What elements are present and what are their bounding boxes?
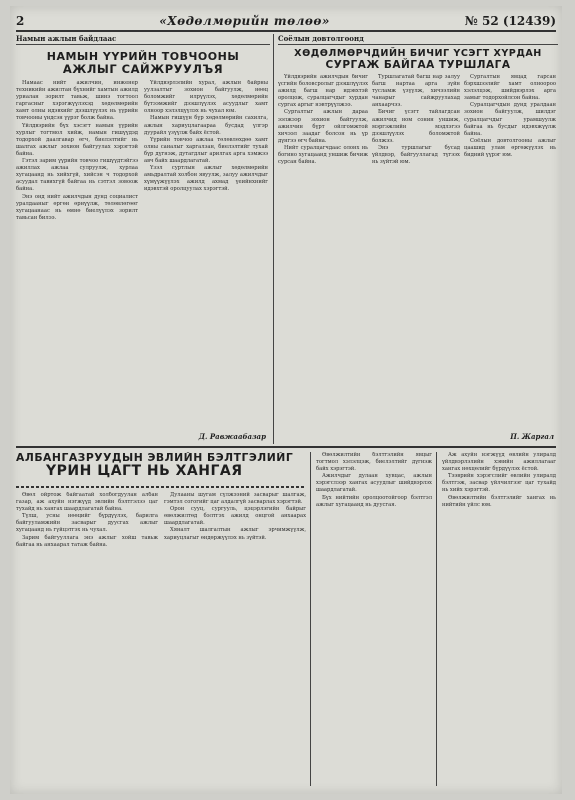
article-literacy (278, 34, 558, 444)
headline-line-1: ХӨДӨЛМӨРЧДИЙН БИЧИГ ҮСЭГТ ХҮРДАН (294, 48, 542, 59)
paragraph: Бүх нийтийн оролцоотойгоор бэлтгэл ажлыг хугацаанд нь дуусгая. (316, 494, 432, 508)
article-column-1 (16, 492, 158, 786)
paragraph: Соёлын довтолгооны ажлыг цаашид улам өргөжүүлэх нь бидний үүрэг юм. (464, 137, 556, 159)
paragraph: Аж ахуйн нэгжүүд өвлийн улиралд үйлдвэрлэлийн хэвийн ажиллагааг хангах нөхцөлийг бүрдүүлэх ёстой. (442, 452, 556, 473)
paragraph: Үүрийн товчоо ажлаа төлөвлөхдөө хамт олны саналыг харгалзан, биелэлтийг тухай бүр дүгнэж, дутагдлыг арилгах арга хэмжээ авч байх шаардлагатай. (144, 136, 268, 165)
paragraph: Орон сууц, сургууль, цэцэрлэгийн байрыг өвөлжилтөд бэлтгэх ажилд онцгой анхаарах шаардлагатай. (164, 506, 306, 527)
paragraph: Үйлдвэрийн ажилчдын бичиг үсгийн боловсролыг дээшлүүлэх ажилд багш нар идэвхтэй оролцож, суралцагчдыг хурдан сургах аргыг нэвтрүүлжээ. (278, 74, 368, 109)
paragraph: Гэтэл зарим үүрийн товчоо гишүүдтэйгээ ажиллах ажлаа сулруулж, хурлаа хугацаанд нь хийхгүй, хийсэн ч тодорхой асуудал тавихгүй байгаа нь сэтгэл зовоож байна. (16, 158, 138, 193)
article-headline (278, 49, 558, 71)
paragraph: Суралцагчдын дунд уралдаан зохион байгуулж, шилдэг суралцагчдыг урамшуулж байгаа нь бусдыг идэвхжүүлж байна. (464, 102, 556, 137)
section-divider (16, 446, 556, 448)
article-column-2 (144, 80, 268, 426)
paragraph: Энэ онд нийт ажилчдын дунд социалист уралдааныг өргөн өрнүүлж, төлөвлөгөөг хугацаанаас нь өмнө биелүүлэх зорилт тавьсан билээ. (16, 193, 138, 221)
paragraph: Сургалтыг ажлын дараа ээлжээр зохион байгуулж, ажилчин бүрт ойлгомжтой хичээл заадаг болсон нь үр дүнгээ өгч байна. (278, 109, 368, 144)
article-rubric: Намын ажлын байдлаас (16, 34, 270, 45)
issue-number: № 52 (12439) (464, 14, 556, 28)
newspaper-title: «Хөдөлмөрийн төлөө» (159, 14, 330, 28)
article-author: П. Жаргал (510, 432, 554, 441)
paragraph: Бичиг үсэгт тайлагдсан ажилчид ном сонин уншиж, мэргэжлийн мэдлэгээ дээшлүүлэх боломжтой болжээ. (372, 109, 460, 144)
article-column-3 (464, 74, 556, 430)
page-number: 2 (16, 14, 25, 28)
article-column-3 (316, 452, 432, 786)
paragraph: Тээврийн хэрэгслийг өвлийн улиралд бэлтгэж, засвар үйлчилгээг цаг тухайд нь хийх хэрэгтэй. (442, 473, 556, 494)
paragraph: Үзэл суртлын ажлыг хөдөлмөрийн амьдралтай холбон явуулж, залуу ажилчдыг хүмүүжүүлэх ажилд ахмад үеийнхнийг идэвхтэй оролцуулах хэрэгтэй. (144, 165, 268, 193)
article-headline (16, 51, 270, 76)
article-column-1 (278, 74, 368, 440)
column-divider (273, 34, 274, 444)
paragraph: Намын гишүүн бүр хөдөлмөрийн сахилга, ажлын хариуцлагаараа бусдад үлгэр дуурайл үзүүлж байх ёстой. (144, 115, 268, 136)
article-column-4 (442, 452, 556, 786)
paragraph: Нийт суралцагчдаас олонх нь богино хугацаанд уншиж бичиж сурсан байна. (278, 144, 368, 166)
article-headline (16, 452, 306, 479)
paragraph: Өвөлжилтийн бэлтгэлийн явцыг тогтмол хэлэлцэж, биелэлтийг дүгнэж байх хэрэгтэй. (316, 452, 432, 473)
column-divider (310, 452, 311, 786)
paragraph: Хяналт шалгалтын ажлыг эрчимжүүлж, хариуцлагыг өндөржүүлэх нь зүйтэй. (164, 527, 306, 541)
article-author: Д. Равжаабазар (198, 432, 266, 441)
paragraph: Өвөлжилтийн бэлтгэлийг хангах нь нийтийн үйлс юм. (442, 494, 556, 508)
masthead (16, 12, 556, 32)
article-column-2 (164, 492, 306, 786)
headline-rule (16, 486, 306, 488)
headline-line-2: СУРГАЖ БАЙГАА ТУРШЛАГА (325, 58, 511, 71)
article-rubric: Соёлын довтолгоонд (278, 34, 558, 45)
headline-line-2: АЖЛЫГ САЙЖРУУЛЪЯ (62, 62, 224, 77)
headline-line-1: НАМЫН ҮҮРИЙН ТОВЧООНЫ (46, 50, 240, 63)
article-party-cell (16, 34, 270, 444)
paragraph: Намаас нийт ажилчин, инженер техникийн ажилтан бүхнийг хамтын ажилд уриалан зорилт тавьж, шинэ тогтоол гаргасныг хэрэгжүүлэхэд хөдөлмөрийн хамт олны идэвхийг дээшлүүлэх нь үүрийн товчооны үндсэн үүрэг болж байна. (16, 80, 138, 122)
paragraph: Түлш, усны нөөцийг бүрдүүлэх, барилга байгууламжийн засварыг дуусгах ажлыг хугацаанд нь гүйцэтгэх нь чухал. (16, 513, 158, 534)
paragraph: Дулааны шугам сүлжээний засварыг шалгаж, гэмтэл согогийг цаг алдалгүй засварлах хэрэгтэй. (164, 492, 306, 506)
paragraph: Зарим байгууллага энэ ажлыг хойш тавьж байгаа нь анхаарал татаж байна. (16, 534, 158, 548)
paragraph: Сургалтын явцад гарсан бэрхшээлийг хамт олноороо хэлэлцэж, шийдвэрлэх арга замыг тодорхойлсон байна. (464, 74, 556, 102)
paragraph: Ажилчдыг дулаан хувцас, ажлын хэрэгслээр хангах асуудлыг шийдвэрлэх шаардлагатай. (316, 473, 432, 494)
paragraph: Үйлдвэрийн бүх хэсэгт намын үүрийн хурлыг тогтмол хийж, намын гишүүдэд тодорхой даалгавар өгч, биелэлтийг нь шалгах ажлыг зохион байгуулах хэрэгтэй байна. (16, 122, 138, 157)
headline-line-2: ҮРИН ЦАГТ НЬ ХАНГАЯ (46, 462, 243, 479)
article-column-2 (372, 74, 460, 440)
newspaper-page (10, 6, 562, 794)
article-winter-prep (16, 452, 556, 788)
article-column-1 (16, 80, 138, 440)
paragraph: Өвөл ойртож байгаатай холбогдуулан албан газар, аж ахуйн нэгжүүд эвлийн бэлтгэлээ цаг тухайд нь хангах шаардлагатай байна. (16, 492, 158, 513)
headline-line-1: АЛБАНГАЗРУУДЫН ЭВЛИЙН БЭЛТГЭЛИЙГ (16, 452, 294, 464)
column-divider (436, 452, 437, 786)
paragraph: Туршлагатай багш нар залуу багш нартаа арга зүйн тусламж үзүүлж, хичээлийн чанарыг сайжруулахад анхаарчээ. (372, 74, 460, 109)
paragraph: Үйлдвэрлэлийн хурал, ажлын байрны уулзалтыг зохион байгуулж, нөөц боломжийг илрүүлэх, хөдөлмөрийн бүтээмжийг дээшлүүлэх асуудлыг хамт олноор хэлэлцүүлэх нь чухал юм. (144, 80, 268, 115)
paragraph: Энэ туршлагыг бусад үйлдвэр, байгууллагад түгээх нь зүйтэй юм. (372, 144, 460, 166)
